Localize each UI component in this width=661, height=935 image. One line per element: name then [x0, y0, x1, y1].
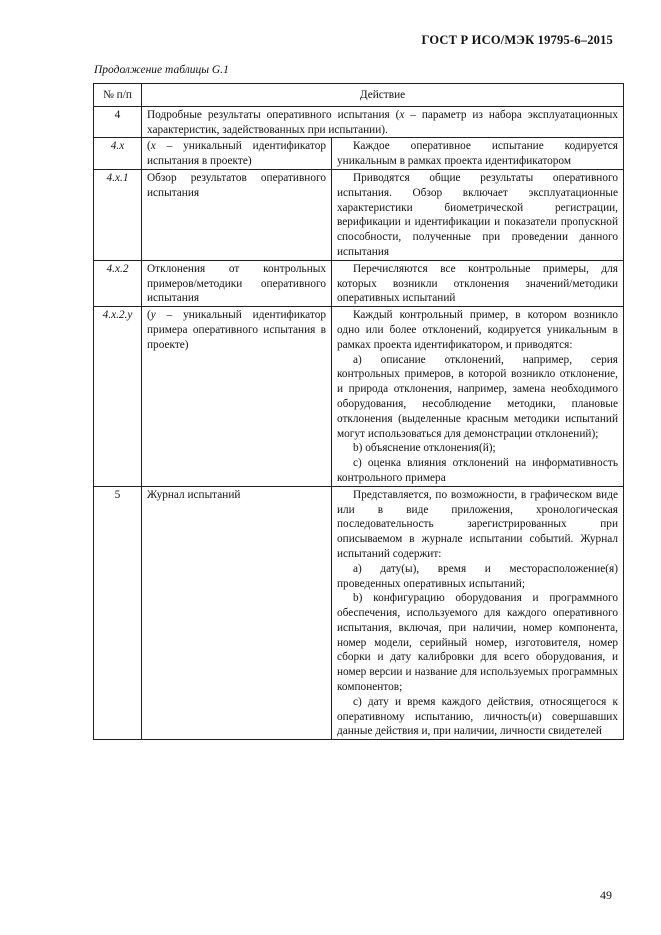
row-name: Обзор результатов оперативного испытания [142, 169, 332, 260]
action-item-a: a) дату(ы), время и месторасположение(я) проведенных оперативных испытаний; [337, 562, 618, 590]
action-item-a: a) описание отклонений, например, серия контрольных примеров, в которой возникло отклонение, и природа отклонения, например, замена необходимого оборудования, несоблюдение методики, плановые отклонения (выделенные красным методики испытаний могут использоваться для демонстрации отклонений); [337, 353, 618, 440]
standard-header: ГОСТ Р ИСО/МЭК 19795-6–2015 [421, 33, 613, 47]
table-row [94, 307, 624, 487]
table-header-row [94, 84, 624, 107]
row-name: (y – уникальный идентификатор примера оперативного испытания в проекте) [142, 307, 332, 487]
row-action [332, 486, 624, 740]
table-row [94, 260, 624, 306]
requirements-table [93, 83, 624, 740]
row-number: 5 [94, 486, 142, 740]
row-action: Перечисляются все контрольные примеры, для которых возникли отклонения значений/методики оперативных испытаний [332, 260, 624, 306]
row-description: Подробные результаты оперативного испытания (x – параметр из набора эксплуатационных характеристик, задействованных при испытании). [142, 106, 624, 138]
action-item-b: b) конфигурацию оборудования и программного обеспечения, используемого для каждого оперативного испытания, включая, при наличии, номер компонента, номер модели, серийный номер, изготовителя, номер сборки и дату калибровки для всего оборудования, и номер версии и название для используемых программных компонентов; [337, 592, 618, 694]
table-row [94, 169, 624, 260]
row-number: 4.x [94, 138, 142, 170]
row-number: 4.x.2.y [94, 307, 142, 487]
row-action: Каждое оперативное испытание кодируется уникальным в рамках проекта идентификатором [332, 138, 624, 170]
action-item-c: c) оценка влияния отклонений на информативность контрольного примера [337, 457, 618, 484]
action-item-c: c) дату и время каждого действия, относящегося к оперативному испытанию, личность(и) совершавших данные действия и, при наличии, личности свидетелей [337, 695, 618, 738]
table-row [94, 138, 624, 170]
row-name: Журнал испытаний [142, 486, 332, 740]
table-caption: Продолжение таблицы G.1 [94, 64, 229, 76]
row-number: 4.x.1 [94, 169, 142, 260]
row-action: Приводятся общие результаты оперативного испытания. Обзор включает эксплуатационные характеристики биометрической регистрации, верификации и идентификации и показатели пропускной способности, полученные при проведении данного испытания [332, 169, 624, 260]
action-item-b: b) объяснение отклонения(й); [353, 442, 496, 455]
page-number: 49 [600, 888, 612, 902]
row-number: 4 [94, 106, 142, 138]
table-row [94, 486, 624, 740]
row-name: (x – уникальный идентификатор испытания в проекте) [142, 138, 332, 170]
row-action [332, 307, 624, 487]
action-paragraph: Представляется, по возможности, в графическом виде или в виде приложения, хронологическая последовательность зарегистрированных при описываемом в журнале испытании событий. Журнал испытаний содержит: [337, 488, 618, 560]
table-row [94, 106, 624, 138]
row-name: Отклонения от контрольных примеров/методики оперативного испытания [142, 260, 332, 306]
column-header-number: № п/п [94, 84, 142, 107]
row-number: 4.x.2 [94, 260, 142, 306]
column-header-action: Действие [142, 84, 624, 107]
action-paragraph: Каждый контрольный пример, в котором возникло одно или более отклонений, кодируется уникальным в рамках проекта идентификатором, и приводятся: [337, 309, 618, 351]
